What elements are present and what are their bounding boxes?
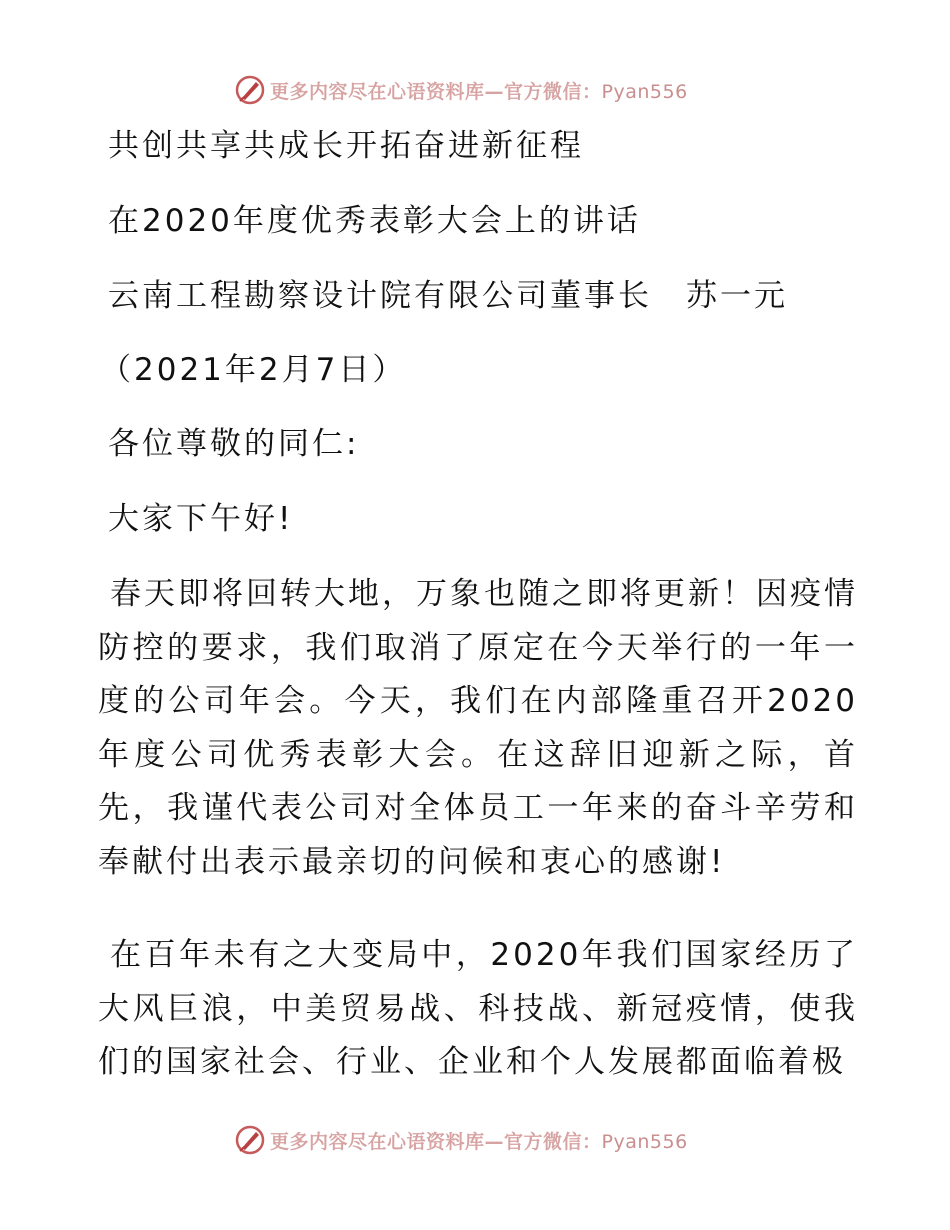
- paragraph-1: 春天即将回转大地，万象也随之即将更新！因疫情防控的要求，我们取消了原定在今天举行的一年一度的公司年会。今天，我们在内部隆重召开2020年度公司优秀表彰大会。在这辞旧迎新之际，首先，我谨代表公司对全体员工一年来的奋斗辛劳和奉献付出表示最亲切的问候和衷心的感谢!: [98, 576, 858, 880]
- wechat-id: Pyan556: [601, 1130, 688, 1153]
- document-title: 共创共享共成长开拓奋进新征程: [108, 128, 584, 164]
- document-subtitle: 在2020年度优秀表彰大会上的讲话: [108, 203, 641, 239]
- quill-pen-logo-icon: [234, 1124, 266, 1156]
- watermark-text: 更多内容尽在心语资料库—官方微信：Pyan556: [270, 80, 688, 103]
- greeting: 大家下午好!: [108, 501, 294, 537]
- watermark-banner-top: [234, 70, 688, 110]
- watermark-text: 更多内容尽在心语资料库—官方微信：Pyan556: [270, 1130, 688, 1153]
- watermark-banner-bottom: [234, 1120, 688, 1160]
- wechat-id: Pyan556: [601, 80, 688, 103]
- salutation: 各位尊敬的同仁:: [108, 426, 360, 462]
- quill-pen-logo-icon: [234, 74, 266, 106]
- speech-date: （2021年2月7日）: [100, 352, 407, 388]
- author-line: 云南工程勘察设计院有限公司董事长 苏一元: [108, 278, 788, 314]
- paragraph-2: 在百年未有之大变局中，2020年我们国家经历了大风巨浪，中美贸易战、科技战、新冠疫情，使我们的国家社会、行业、企业和个人发展都面临着极: [98, 937, 858, 1080]
